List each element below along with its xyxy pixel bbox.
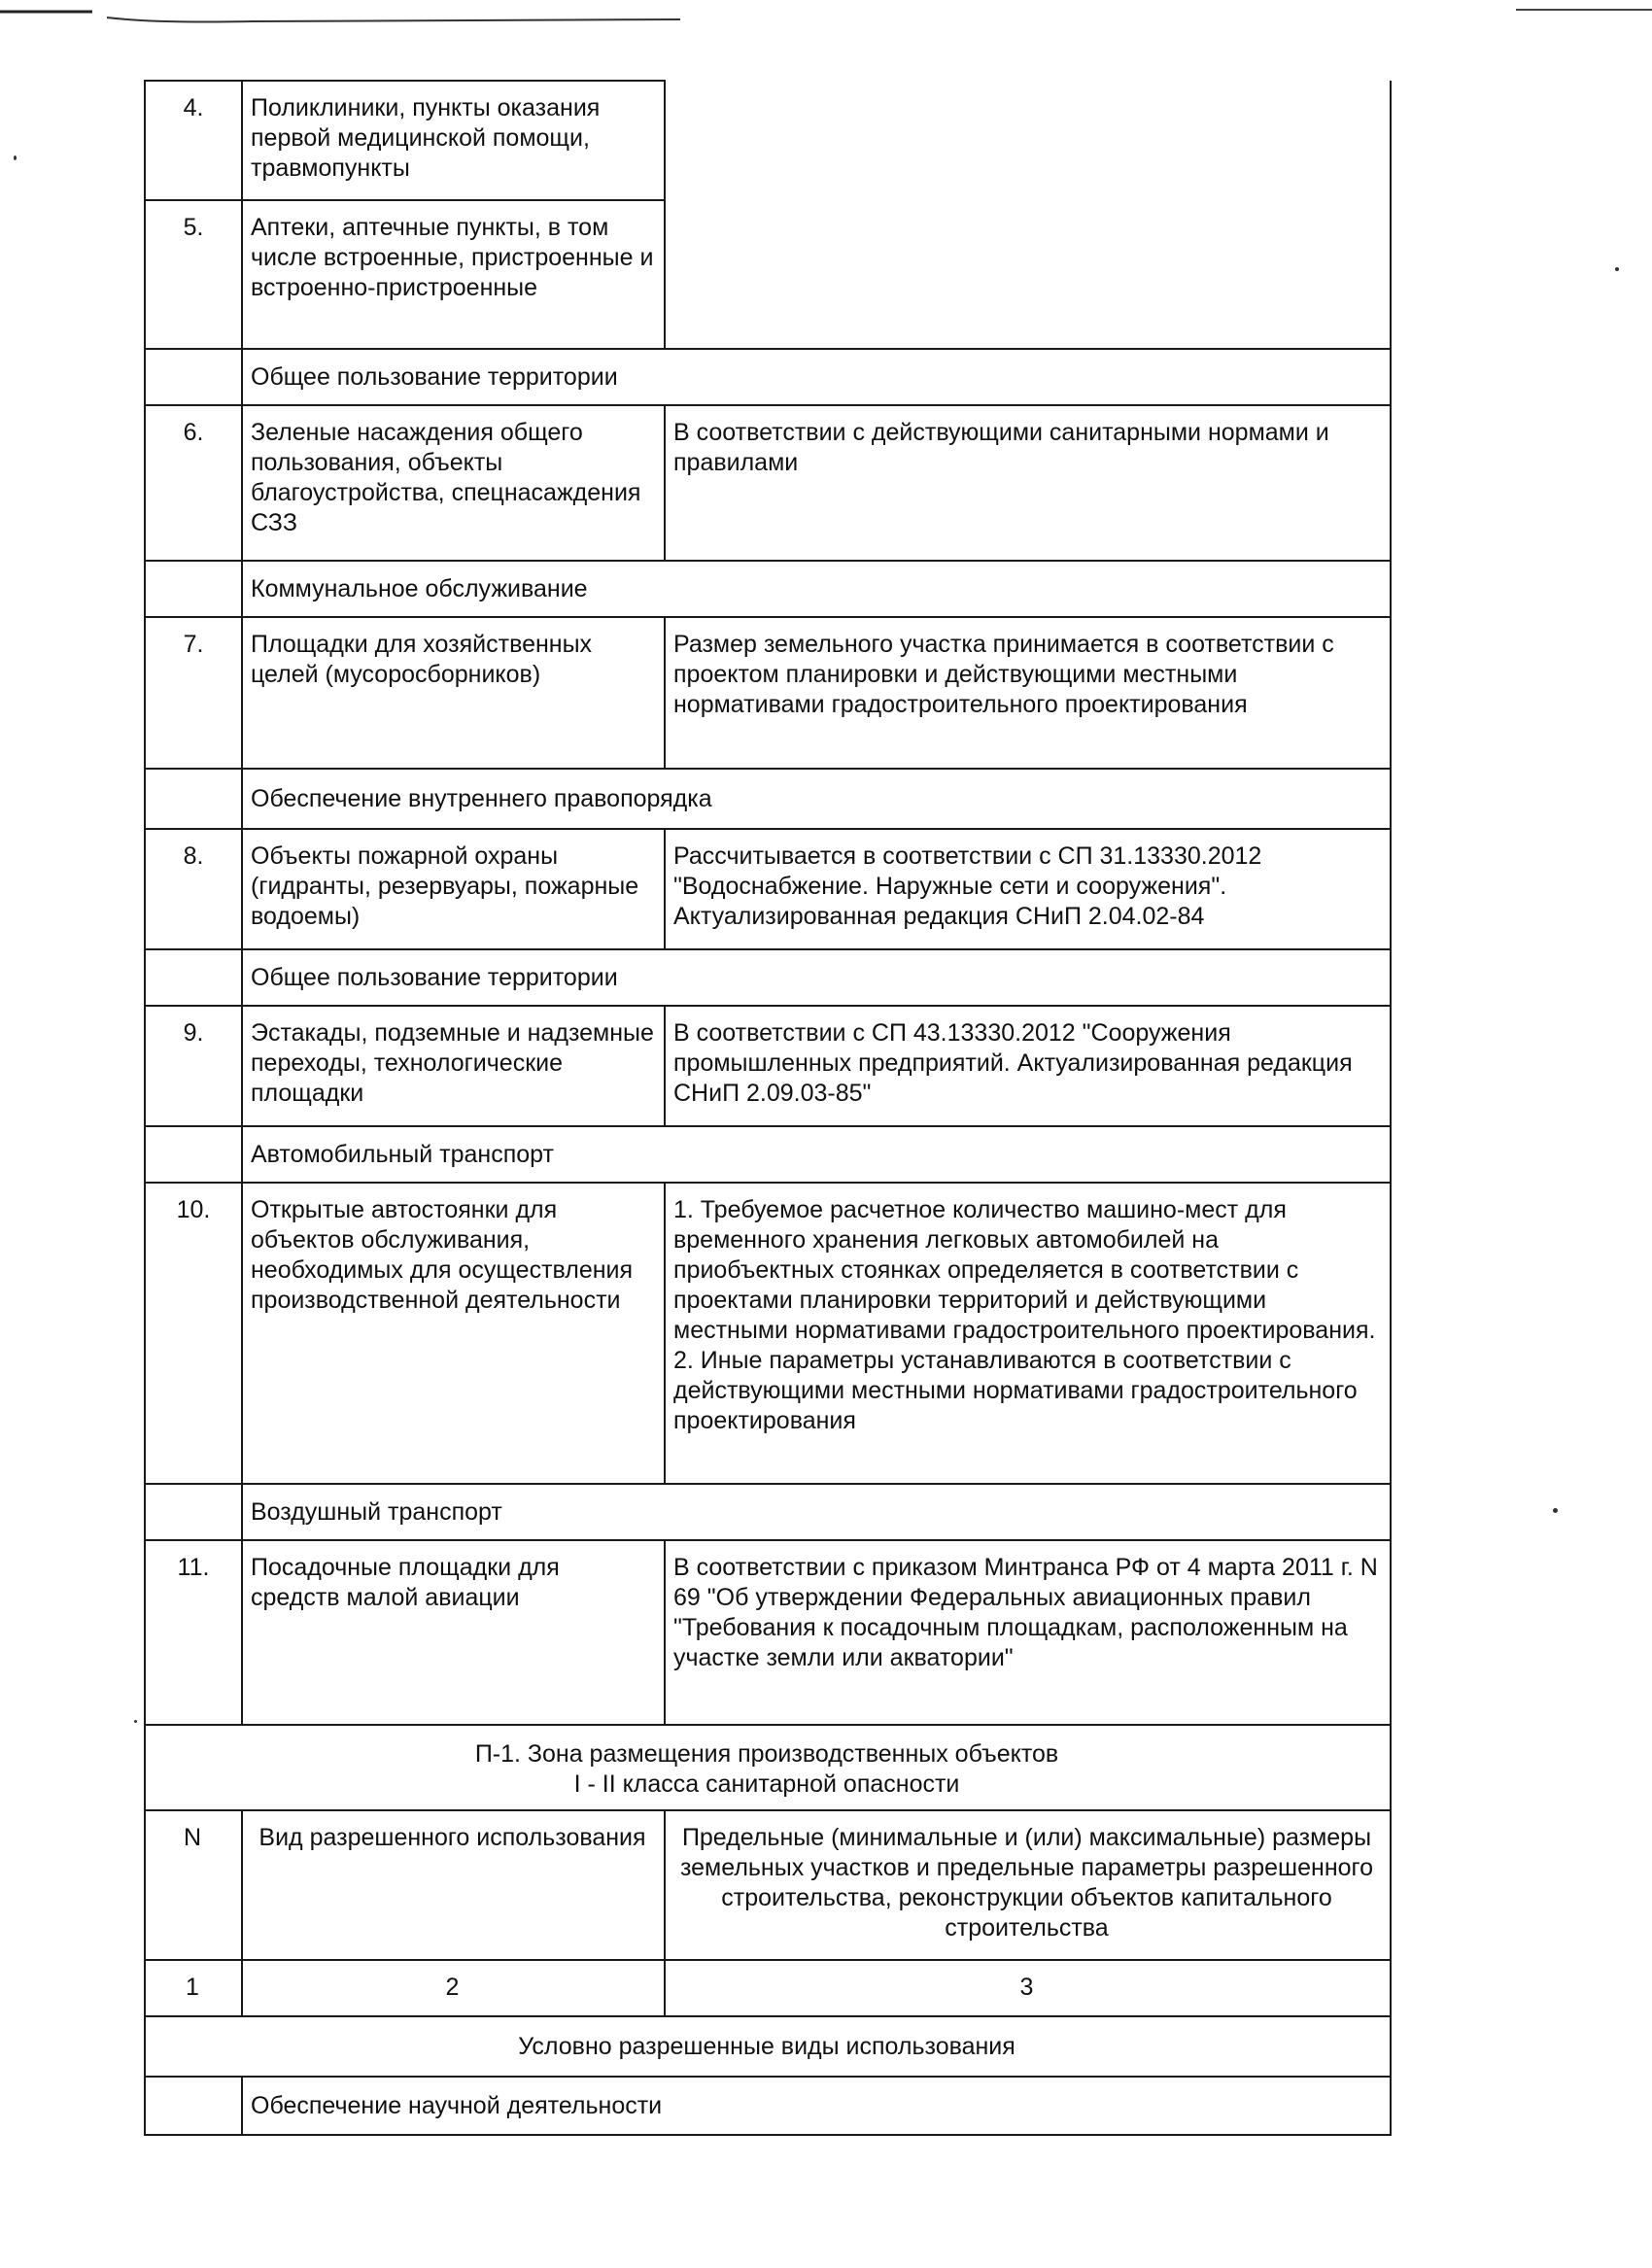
section-number-cell [145,561,242,617]
section-row [145,769,1391,829]
row-number: 9. [145,1006,242,1126]
section-title: Обеспечение научной деятельности [242,2077,1391,2135]
section-row [145,561,1391,617]
table-row [145,81,1391,200]
column-numbers-row [145,1960,1391,2016]
section-number-cell [145,949,242,1006]
row-number: 10. [145,1183,242,1484]
use-type: Площадки для хозяйственных целей (мусоросборников) [242,617,665,769]
table-row [145,1183,1391,1484]
row-number: 5. [145,200,242,349]
conditional-uses-row [145,2016,1391,2077]
section-row [145,2077,1391,2135]
section-row [145,1484,1391,1540]
conditional-uses-title: Условно разрешенные виды использования [145,2016,1391,2077]
section-row [145,1126,1391,1183]
use-type: Объекты пожарной охраны (гидранты, резервуары, пожарные водоемы) [242,829,665,949]
scan-edge-artifact [0,0,1652,39]
use-type: Поликлиники, пункты оказания первой медицинской помощи, травмопункты [242,81,665,200]
zone-title [145,1725,1391,1810]
column-number-1: 1 [145,1960,242,2016]
section-title: Общее пользование территории [242,349,1391,405]
table-row [145,1006,1391,1126]
use-type: Аптеки, аптечные пункты, в том числе встроенные, пристроенные и встроенно-пристроенные [242,200,665,349]
zone-title-line-1: П-1. Зона размещения производственных объектов [474,1740,1059,1768]
scan-speck [1615,267,1619,271]
zoning-table [144,80,1392,2136]
column-number-3: 3 [665,1960,1391,2016]
table-row [145,617,1391,769]
section-title: Воздушный транспорт [242,1484,1391,1540]
use-type: Эстакады, подземные и надземные переходы, технологические площадки [242,1006,665,1126]
table-row [145,829,1391,949]
scan-speck [134,1720,137,1723]
use-params: Размер земельного участка принимается в соответствии с проектом планировки и действующими местными нормативами градостроительного проектирования [665,617,1391,769]
table-row [145,405,1391,561]
params-cell-empty [665,81,1391,349]
section-title: Общее пользование территории [242,949,1391,1006]
section-title: Коммунальное обслуживание [242,561,1391,617]
header-params: Предельные (минимальные и (или) максимальные) размеры земельных участков и предельные параметры разрешенного строительства, реконструкции объектов капитального строительства [665,1810,1391,1960]
zone-title-row [145,1725,1391,1810]
row-number: 4. [145,81,242,200]
use-params: В соответствии с СП 43.13330.2012 "Сооружения промышленных предприятий. Актуализированная редакция СНиП 2.09.03-85" [665,1006,1391,1126]
use-type: Посадочные площадки для средств малой авиации [242,1540,665,1725]
section-number-cell [145,769,242,829]
use-type: Зеленые насаждения общего пользования, объекты благоустройства, спецнасаждения СЗЗ [242,405,665,561]
section-title: Автомобильный транспорт [242,1126,1391,1183]
header-use-type: Вид разрешенного использования [242,1810,665,1960]
section-number-cell [145,349,242,405]
params-item-1: 1. Требуемое расчетное количество машино-мест для временного хранения легковых автомобилей на приобъектных стоянках определяется в соответствии с проектами планировки территорий и действующими местными нормативами градостроительного проектирования. [673,1196,1376,1344]
row-number: 11. [145,1540,242,1725]
use-params: В соответствии с приказом Минтранса РФ от 4 марта 2011 г. N 69 "Об утверждении Федеральных авиационных правил "Требования к посадочным площадкам, расположенным на участке земли или акватории" [665,1540,1391,1725]
use-params: Рассчитывается в соответствии с СП 31.13330.2012 "Водоснабжение. Наружные сети и сооружения". Актуализированная редакция СНиП 2.04.02-84 [665,829,1391,949]
header-number: N [145,1810,242,1960]
use-type: Открытые автостоянки для объектов обслуживания, необходимых для осуществления производственной деятельности [242,1183,665,1484]
scan-speck [1553,1508,1558,1513]
row-number: 8. [145,829,242,949]
use-params [665,1183,1391,1484]
scan-speck [14,155,17,160]
section-number-cell [145,1484,242,1540]
zone-title-line-2: I - II класса санитарной опасности [573,1770,960,1798]
params-item-2: 2. Иные параметры устанавливаются в соответствии с действующими местными нормативами градостроительного проектирования [673,1347,1358,1434]
section-title: Обеспечение внутреннего правопорядка [242,769,1391,829]
section-number-cell [145,2077,242,2135]
header-row [145,1810,1391,1960]
section-row [145,949,1391,1006]
row-number: 7. [145,617,242,769]
section-number-cell [145,1126,242,1183]
section-row [145,349,1391,405]
row-number: 6. [145,405,242,561]
column-number-2: 2 [242,1960,665,2016]
table-row [145,1540,1391,1725]
use-params: В соответствии с действующими санитарными нормами и правилами [665,405,1391,561]
